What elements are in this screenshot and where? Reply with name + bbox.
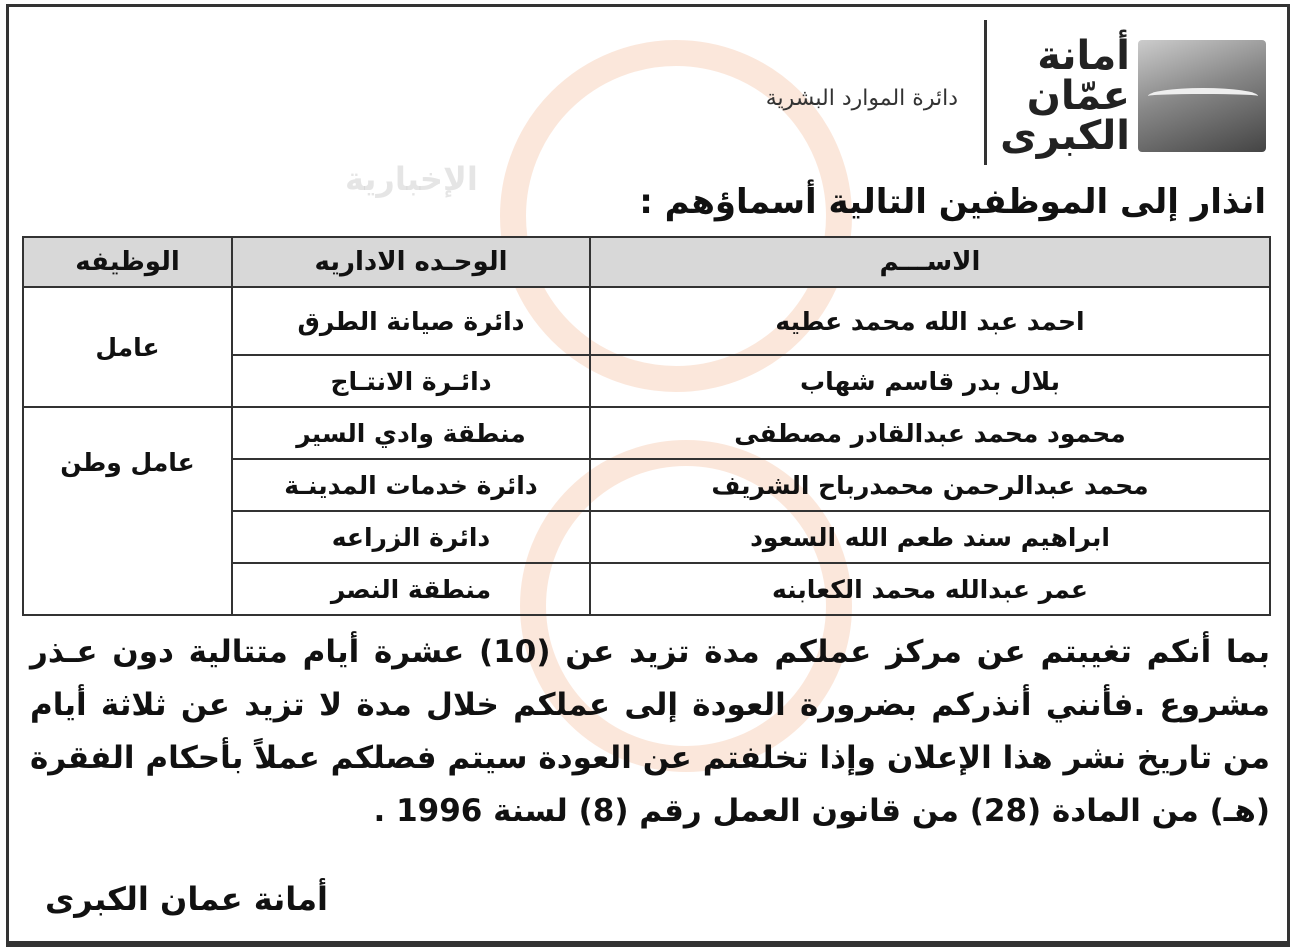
employee-job: عامل — [23, 287, 232, 407]
employee-name: محمد عبدالرحمن محمدرباح الشريف — [590, 459, 1270, 511]
employee-unit: دائـرة الانتـاج — [232, 355, 590, 407]
logo-emblem-icon — [1138, 40, 1266, 152]
amman-logo — [1000, 22, 1266, 162]
header-unit: الوحـده الاداريه — [232, 237, 590, 287]
notice-headline: انذار إلى الموظفين التالية أسماؤهم : — [639, 182, 1266, 222]
employee-name: ابراهيم سند طعم الله السعود — [590, 511, 1270, 563]
employee-name: احمد عبد الله محمد عطيه — [590, 287, 1270, 355]
employee-unit: دائرة صيانة الطرق — [232, 287, 590, 355]
table-header-row — [23, 237, 1270, 287]
notice-body: بما أنكم تغيبتم عن مركز عملكم مدة تزيد عن (10) عشرة أيام متتالية دون عـذر مشروع .فأنني أنذركم بضرورة العودة إلى عملكم خلال مدة لا تزيد عن ثلاثة أيام من تاريخ نشر هذا الإعلان وإذا تخلفتم عن العودة سيتم فصلكم عملاً بأحكام الفقرة (هـ) من المادة (28) من قانون العمل رقم (8) لسنة 1996 . — [30, 634, 1270, 829]
table-row — [23, 287, 1270, 355]
employee-unit: دائرة خدمات المدينـة — [232, 459, 590, 511]
header-job: الوظيفه — [23, 237, 232, 287]
logo-text: أمانة عمّان الكبرى — [1000, 33, 1130, 159]
employee-name: عمر عبدالله محمد الكعابنه — [590, 563, 1270, 615]
header-divider — [984, 20, 987, 165]
employee-unit: منطقة النصر — [232, 563, 590, 615]
employee-name: محمود محمد عبدالقادر مصطفى — [590, 407, 1270, 459]
watermark-text: الإخبارية — [345, 160, 478, 198]
department-name: دائرة الموارد البشرية — [765, 86, 958, 111]
header-name: الاســـم — [590, 237, 1270, 287]
employee-name: بلال بدر قاسم شهاب — [590, 355, 1270, 407]
employees-table — [22, 236, 1271, 616]
employee-job: عامل وطن — [23, 407, 232, 615]
signature: أمانة عمان الكبرى — [44, 880, 328, 918]
employee-unit: دائرة الزراعه — [232, 511, 590, 563]
table-row — [23, 407, 1270, 459]
employee-unit: منطقة وادي السير — [232, 407, 590, 459]
